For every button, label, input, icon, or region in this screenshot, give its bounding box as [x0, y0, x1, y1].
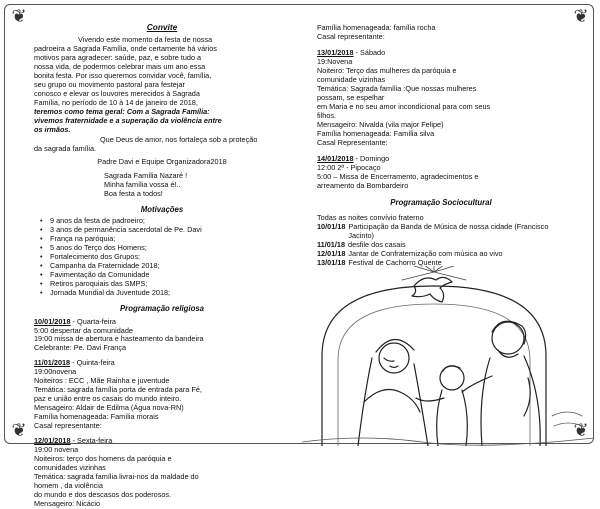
intro-line: motivos para agradecer: saúde, paz, e sobre tudo a — [34, 53, 202, 63]
social-text: Jantar de Confraternização com música ao vivo — [348, 248, 503, 258]
day-line: Temática: sagrada família livrai-nos da maldade do — [34, 472, 199, 482]
day-line: Noiteiro: Terço das mulheres da paróquia e — [317, 65, 457, 75]
list-item: • Jornada Mundial da Juventude 2018; — [40, 289, 290, 298]
closing-line: da sagrada família. — [34, 143, 97, 153]
day-weekday: - Domingo — [353, 153, 390, 163]
day-line: Mensageiro: Nicácio — [34, 498, 101, 508]
social-date: 10/01/18 — [317, 222, 346, 232]
day-date: 12/01/2018 — [34, 436, 71, 446]
day-weekday: - Quarta-feira — [70, 316, 116, 326]
prayer-line: Boa festa a todos! — [104, 188, 163, 198]
joseph-figure — [462, 321, 540, 446]
day-line: 5:00 – Missa de Encerramento, agradecimentos e — [317, 171, 479, 181]
corner-ornament-icon: ❦ — [11, 420, 27, 441]
holy-family-illustration — [302, 266, 594, 446]
motivations-heading: Motivações — [140, 204, 184, 214]
list-item: • Campanha da Fraternidade 2018; — [40, 262, 290, 271]
social-intro: Todas as noites convívio fraterno — [317, 213, 424, 223]
day-line: Temática: sagrada família porta de entrada para Fé, — [34, 385, 202, 395]
dove-icon — [412, 277, 452, 302]
arch-outline — [322, 286, 546, 446]
day-line: Família homenageada: Família silva — [317, 128, 435, 138]
day-line: do mundo e dos descasos dos poderosos. — [34, 489, 172, 499]
day-line: Casal representante: — [34, 421, 102, 431]
intro-line-theme: teremos como tema geral: Com a Sagrada Família: — [34, 106, 210, 116]
intro-line: nossa vida, de podermos celebrar mais um ano essa — [34, 62, 206, 72]
social-text: Participação da Banda de Música de nossa cidade (Francisco Jacinto) — [348, 222, 549, 240]
day-line: comunidades vizinhas — [34, 463, 106, 473]
day-line: 19:00 missa de abertura e hasteamento da bandeira — [34, 334, 204, 344]
day-line: Celebrante: Pe. Davi França — [34, 343, 127, 353]
prayer-line: Sagrada Família Nazaré ! — [104, 170, 188, 180]
day-entry — [34, 318, 290, 354]
list-item: • Favimentação da Comunidade — [40, 271, 290, 280]
day-line: comunidade vizinhas — [317, 74, 386, 84]
light-rays-icon — [402, 266, 466, 280]
day-date: 11/01/2018 — [34, 358, 71, 368]
right-column — [317, 24, 565, 268]
day-entry — [317, 155, 565, 191]
day-line: 5:00 despertar da comunidade — [34, 325, 133, 335]
day-line: arreamento da Bombardeiro — [317, 180, 409, 190]
signature: Padre Davi e Equipe Organizadora2018 — [97, 156, 227, 166]
corner-ornament-icon: ❦ — [573, 420, 589, 441]
continued-line: Casal representante: — [317, 31, 385, 41]
intro-line-theme: vivemos fraternidade e a superação da violência entre — [34, 115, 222, 125]
corner-ornament-icon: ❦ — [573, 6, 589, 27]
social-heading: Programação Sociocultural — [390, 198, 492, 208]
day-line: 19:00 novena — [34, 445, 79, 455]
list-item: • 5 anos do Terço dos Homens; — [40, 244, 290, 253]
day-weekday: - Sábado — [353, 47, 386, 57]
intro-line-theme: os irmãos. — [34, 124, 71, 134]
intro-line: bonita festa. Por isso queremos convidar você, família, — [34, 71, 212, 81]
social-date: 11/01/18 — [317, 239, 346, 249]
closing-line: Que Deus de amor, nos fortaleça sob a proteção — [100, 134, 258, 144]
prayer-line: Minha família vossa é!.. — [104, 179, 181, 189]
intro-line: conosco e elevar os louvores merecidos à Sagrada — [34, 89, 200, 99]
list-item: • França na paróquia; — [40, 235, 290, 244]
intro-line: seu grupo ou movimento pastoral para festejar — [34, 80, 185, 90]
day-date: 10/01/2018 — [34, 316, 71, 326]
mary-figure — [358, 339, 428, 446]
social-text: desfile dos casais — [348, 239, 406, 249]
day-line: Temática: Sagrada família :Que nossas mulheres — [317, 83, 477, 93]
day-line: 19:Novena — [317, 56, 353, 66]
list-item: • Retiros paroquiais das SMPS; — [40, 280, 290, 289]
day-line: possam, se espelhar — [317, 92, 385, 102]
day-line: Casal Representante: — [317, 137, 388, 147]
day-entry — [317, 49, 565, 148]
day-line: em Maria e no seu amor incondicional para com seus — [317, 101, 491, 111]
list-item: • 3 anos de permanência sacerdotal de Pe. Davi — [40, 226, 290, 235]
intro-line: padroeira a Sagrada Família, onde certamente há vários — [34, 44, 217, 54]
day-entry — [34, 437, 290, 509]
day-line: Mensageiro: Nivalda (vila major Felipe) — [317, 119, 444, 129]
intro-line: Família, no período de 10 à 14 de janeiro de 2018, — [34, 97, 198, 107]
day-line: Noiteiros: terço dos homens da paróquia e — [34, 454, 172, 464]
day-line: filhos. — [317, 110, 337, 120]
list-item: • 9 anos da festa de padroeiro; — [40, 217, 290, 226]
day-line: 12:00 2ª - Pipocaço — [317, 162, 381, 172]
list-item: • Fortalecimento dos Grupos; — [40, 253, 290, 262]
program-heading: Programação religiosa — [119, 303, 205, 313]
day-line: Família homenageada: Família morais — [34, 412, 159, 422]
social-text: Festival de Cachorro Quente — [348, 257, 442, 267]
day-line: paz e união entre os casais do mundo inteiro. — [34, 394, 182, 404]
social-item — [317, 223, 565, 241]
left-column — [34, 20, 290, 509]
prayer-block — [104, 172, 290, 199]
child-jesus-figure — [416, 366, 467, 446]
day-weekday: - Sexta-feira — [70, 436, 113, 446]
invitation-intro — [34, 36, 290, 154]
social-date: 13/01/18 — [317, 257, 346, 267]
day-line: 19:00novena — [34, 367, 77, 377]
day-date: 14/01/2018 — [317, 153, 354, 163]
invitation-title: Convite — [146, 22, 178, 32]
corner-ornament-icon: ❦ — [11, 6, 27, 27]
motivations-list — [34, 217, 290, 298]
day-entry — [34, 359, 290, 431]
intro-line: Vivendo este momento da festa de nossa — [78, 35, 213, 45]
continued-line: Família homenageada: família rocha — [317, 23, 436, 32]
day-line: homem , da violência — [34, 481, 103, 491]
social-date: 12/01/18 — [317, 248, 346, 258]
day-weekday: - Quinta-feira — [70, 358, 115, 368]
day-line: Noiteiros : ECC , Mãe Rainha e juventude — [34, 376, 170, 386]
day-line: Mensageiro: Aldair de Edilma (Água nova-RN) — [34, 403, 184, 413]
day-date: 13/01/2018 — [317, 47, 354, 57]
